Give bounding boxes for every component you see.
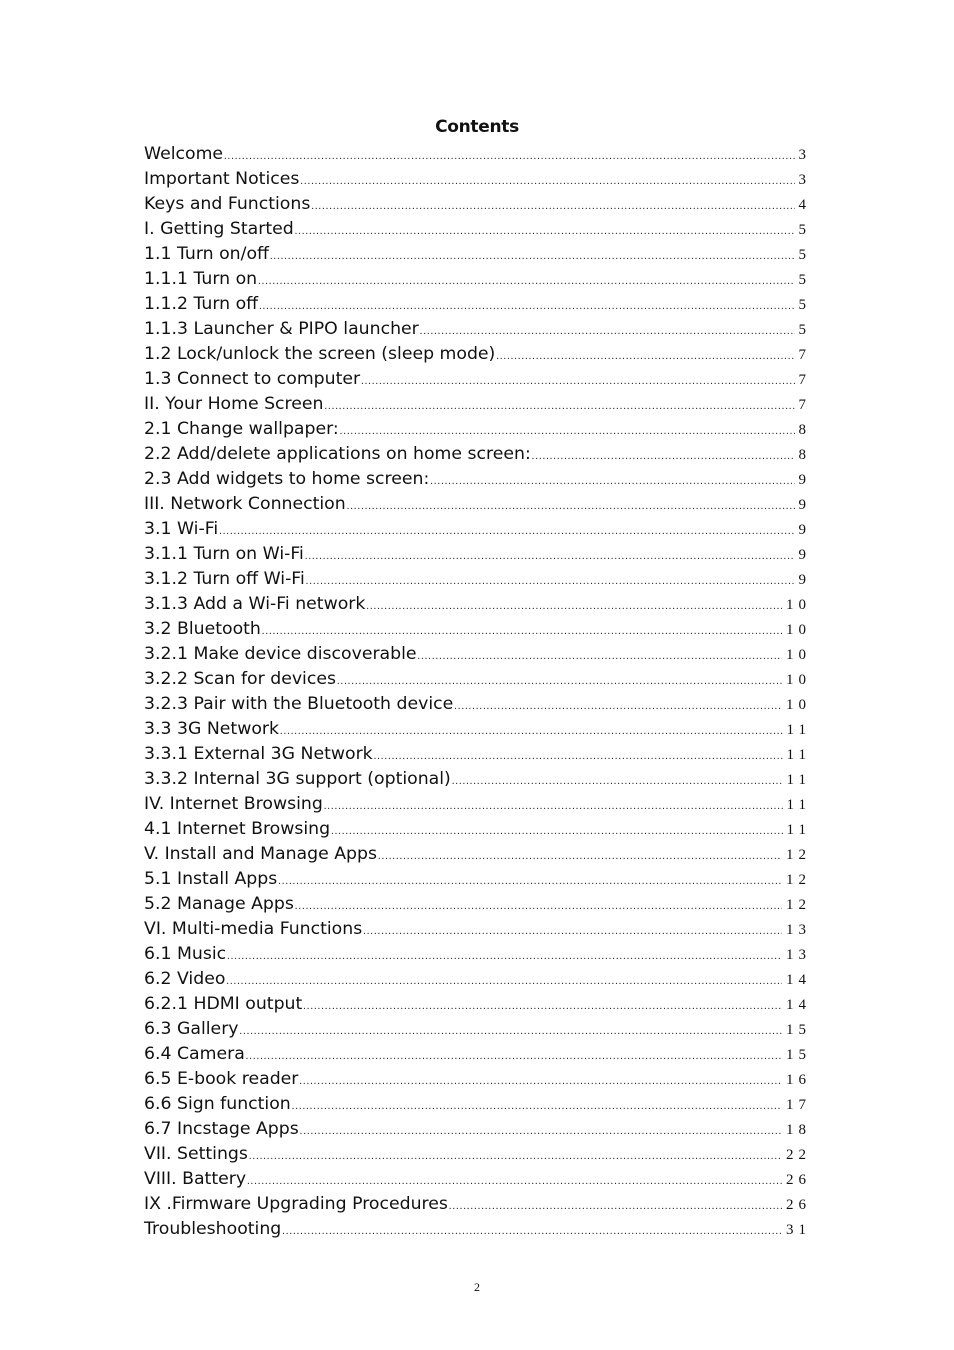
toc-dot-leader [249,1144,782,1169]
page-number: 2 [474,1280,480,1294]
toc-entry[interactable] [144,142,811,167]
toc-entry-title: Troubleshooting [144,1219,282,1239]
toc-entry-title: Keys and Functions [144,194,311,214]
toc-dot-leader [418,644,782,669]
toc-dot-leader [300,1119,782,1144]
toc-entry-title: 1.1.1 Turn on [144,269,258,289]
toc-entry-page-number: 9 [798,572,811,588]
toc-dot-leader [227,944,782,969]
toc-entry-title: 1.1.2 Turn off [144,294,259,314]
toc-entry-page-number: 9 [798,522,811,538]
toc-entry-title: 5.1 Install Apps [144,869,278,889]
toc-dot-leader [240,1019,782,1044]
toc-entry-title: 3.1 Wi-Fi [144,519,219,539]
toc-entry-page-number: 5 [798,322,811,338]
toc-entry[interactable] [144,692,811,717]
toc-entry-title: 6.1 Music [144,944,227,964]
toc-dot-leader [246,1044,782,1069]
toc-entry-title: 1.1 Turn on/off [144,244,269,264]
toc-entry-page-number: 11 [786,747,811,763]
toc-dot-leader [270,244,795,269]
toc-dot-leader [340,419,795,444]
toc-entry-page-number: 5 [798,297,811,313]
toc-entry[interactable] [144,1092,811,1117]
toc-entry-title: 1.3 Connect to computer [144,369,361,389]
toc-entry[interactable] [144,817,811,842]
toc-entry-page-number: 26 [786,1172,811,1188]
toc-entry-page-number: 17 [786,1097,811,1113]
toc-entry[interactable] [144,942,811,967]
toc-entry-title: 6.7 Incstage Apps [144,1119,299,1139]
toc-dot-leader [262,619,782,644]
toc-entry[interactable] [144,1217,811,1242]
toc-entry-title: 3.1.3 Add a Wi-Fi network [144,594,366,614]
toc-entry[interactable] [144,1042,811,1067]
toc-dot-leader [449,1194,782,1219]
toc-entry-title: 6.4 Camera [144,1044,245,1064]
toc-entry-title: Welcome [144,144,224,164]
toc-entry-title: 3.3 3G Network [144,719,280,739]
toc-entry[interactable] [144,392,811,417]
toc-entry[interactable] [144,842,811,867]
toc-entry[interactable] [144,1067,811,1092]
toc-entry-page-number: 12 [786,872,811,888]
toc-entry[interactable] [144,567,811,592]
toc-entry-title: 3.3.2 Internal 3G support (optional) [144,769,451,789]
toc-entry-page-number: 8 [798,422,811,438]
toc-entry[interactable] [144,867,811,892]
toc-dot-leader [366,594,782,619]
toc-dot-leader [219,519,794,544]
toc-entry[interactable] [144,1117,811,1142]
toc-entry-page-number: 11 [786,772,811,788]
toc-entry-title: IV. Internet Browsing [144,794,323,814]
toc-entry-page-number: 10 [786,647,811,663]
toc-entry[interactable] [144,367,811,392]
toc-entry[interactable] [144,417,811,442]
toc-entry-title: III. Network Connection [144,494,346,514]
toc-dot-leader [331,819,782,844]
toc-dot-leader [295,219,795,244]
toc-entry[interactable] [144,767,811,792]
toc-entry[interactable] [144,1192,811,1217]
toc-entry-page-number: 7 [798,372,811,388]
toc-entry-page-number: 9 [798,472,811,488]
toc-entry-page-number: 12 [786,847,811,863]
toc-entry-page-number: 10 [786,697,811,713]
toc-entry-title: IX .Firmware Upgrading Procedures [144,1194,448,1214]
toc-entry[interactable] [144,542,811,567]
toc-entry-title: VI. Multi-media Functions [144,919,363,939]
toc-entry-title: 3.2.2 Scan for devices [144,669,336,689]
toc-entry-title: II. Your Home Screen [144,394,324,414]
toc-entry-title: Important Notices [144,169,300,189]
toc-entry[interactable] [144,1167,811,1192]
toc-entry[interactable] [144,592,811,617]
toc-entry[interactable] [144,467,811,492]
toc-entry-page-number: 10 [786,672,811,688]
toc-entry-title: 3.1.1 Turn on Wi-Fi [144,544,304,564]
toc-entry[interactable] [144,317,811,342]
toc-dot-leader [258,269,794,294]
toc-dot-leader [337,669,782,694]
toc-dot-leader [420,319,795,344]
toc-entry-page-number: 13 [786,947,811,963]
toc-entry[interactable] [144,492,811,517]
toc-entry-title: 6.5 E-book reader [144,1069,299,1089]
toc-dot-leader [295,894,782,919]
toc-dot-leader [282,1219,782,1244]
toc-entry-page-number: 9 [798,547,811,563]
toc-entry-page-number: 3 [798,147,811,163]
toc-dot-leader [361,369,794,394]
toc-entry-page-number: 14 [786,997,811,1013]
toc-entry-title: 6.6 Sign function [144,1094,291,1114]
toc-dot-leader [303,994,782,1019]
toc-dot-leader [278,869,782,894]
toc-entry-page-number: 10 [786,597,811,613]
toc-entry-page-number: 22 [786,1147,811,1163]
table-of-contents [144,142,811,1242]
toc-entry-page-number: 15 [786,1022,811,1038]
toc-entry[interactable] [144,517,811,542]
toc-entry-title: I. Getting Started [144,219,294,239]
toc-dot-leader [325,394,795,419]
toc-entry[interactable] [144,192,811,217]
toc-entry-page-number: 5 [798,272,811,288]
toc-entry[interactable] [144,217,811,242]
toc-entry[interactable] [144,167,811,192]
toc-entry[interactable] [144,642,811,667]
toc-dot-leader [378,844,782,869]
toc-entry-page-number: 14 [786,972,811,988]
toc-dot-leader [324,794,783,819]
toc-entry-title: VIII. Battery [144,1169,247,1189]
toc-dot-leader [496,344,794,369]
toc-entry[interactable] [144,992,811,1017]
toc-entry-title: 5.2 Manage Apps [144,894,294,914]
toc-dot-leader [280,719,783,744]
toc-dot-leader [430,469,794,494]
toc-dot-leader [300,169,794,194]
toc-entry-title: 4.1 Internet Browsing [144,819,331,839]
toc-entry-page-number: 5 [798,247,811,263]
toc-dot-leader [259,294,794,319]
toc-entry-page-number: 7 [798,397,811,413]
toc-entry-title: 3.2 Bluetooth [144,619,261,639]
toc-dot-leader [292,1094,782,1119]
toc-entry-title: 2.2 Add/delete applications on home screen: [144,444,531,464]
toc-title: Contents [435,117,519,137]
toc-entry[interactable] [144,267,811,292]
toc-dot-leader [306,569,795,594]
toc-entry-title: 2.3 Add widgets to home screen: [144,469,430,489]
toc-entry[interactable] [144,967,811,992]
toc-dot-leader [224,144,794,169]
toc-entry-title: 3.3.1 External 3G Network [144,744,373,764]
toc-dot-leader [374,744,783,769]
toc-dot-leader [532,444,795,469]
toc-entry-page-number: 15 [786,1047,811,1063]
toc-entry-title: 6.2.1 HDMI output [144,994,303,1014]
toc-dot-leader [454,694,782,719]
toc-entry-title: 6.2 Video [144,969,226,989]
toc-dot-leader [311,194,794,219]
toc-entry-title: 2.1 Change wallpaper: [144,419,339,439]
toc-entry-page-number: 5 [798,222,811,238]
toc-entry[interactable] [144,292,811,317]
toc-dot-leader [363,919,782,944]
toc-entry-title: 3.2.1 Make device discoverable [144,644,417,664]
toc-dot-leader [305,544,795,569]
toc-entry[interactable] [144,742,811,767]
toc-entry[interactable] [144,342,811,367]
toc-entry[interactable] [144,892,811,917]
toc-entry-page-number: 16 [786,1072,811,1088]
toc-entry-title: 1.1.3 Launcher & PIPO launcher [144,319,419,339]
toc-dot-leader [226,969,782,994]
toc-entry[interactable] [144,717,811,742]
toc-entry[interactable] [144,667,811,692]
toc-entry-page-number: 4 [798,197,811,213]
toc-entry-page-number: 3 [798,172,811,188]
toc-entry-title: 3.2.3 Pair with the Bluetooth device [144,694,454,714]
toc-entry-page-number: 26 [786,1197,811,1213]
toc-entry[interactable] [144,617,811,642]
toc-dot-leader [347,494,795,519]
toc-entry-page-number: 12 [786,897,811,913]
toc-entry[interactable] [144,917,811,942]
toc-entry-page-number: 13 [786,922,811,938]
toc-entry[interactable] [144,242,811,267]
toc-entry-title: V. Install and Manage Apps [144,844,378,864]
toc-entry-page-number: 31 [786,1222,811,1238]
toc-dot-leader [299,1069,782,1094]
toc-entry-page-number: 10 [786,622,811,638]
toc-dot-leader [247,1169,782,1194]
toc-entry-title: 1.2 Lock/unlock the screen (sleep mode) [144,344,496,364]
toc-entry-page-number: 9 [798,497,811,513]
toc-entry[interactable] [144,442,811,467]
toc-entry-page-number: 11 [786,822,811,838]
toc-entry[interactable] [144,1017,811,1042]
toc-dot-leader [452,769,783,794]
toc-entry-page-number: 11 [786,797,811,813]
toc-entry[interactable] [144,792,811,817]
toc-entry-title: 3.1.2 Turn off Wi-Fi [144,569,305,589]
toc-entry-page-number: 18 [786,1122,811,1138]
toc-entry-page-number: 11 [786,722,811,738]
toc-entry-title: VII. Settings [144,1144,248,1164]
toc-entry-page-number: 8 [798,447,811,463]
toc-entry[interactable] [144,1142,811,1167]
toc-entry-title: 6.3 Gallery [144,1019,239,1039]
toc-entry-page-number: 7 [798,347,811,363]
